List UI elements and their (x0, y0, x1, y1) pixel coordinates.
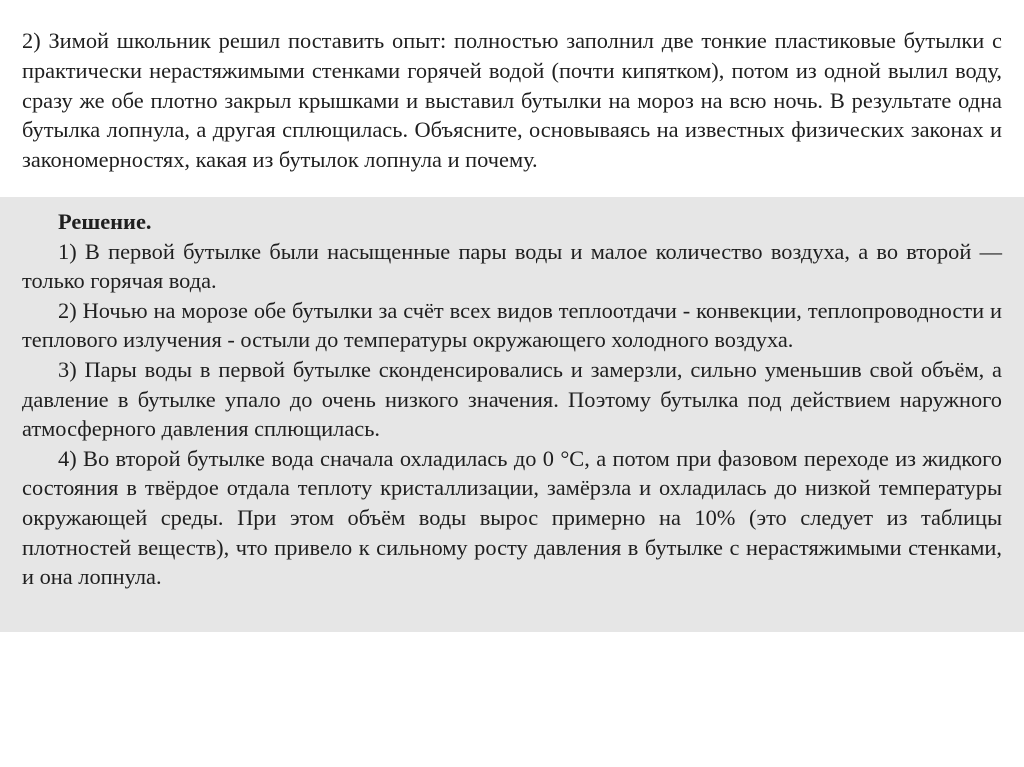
solution-paragraph-3: 3) Пары воды в первой бутылке сконденсировались и замерзли, сильно уменьшив свой объём, а давление в бутылке упало до очень низкого значения. Поэтому бутылка под действием наружного атмосферного давления сплющилась. (22, 356, 1002, 442)
solution-paragraph-1: 1) В первой бутылке были насыщенные пары воды и малое количество воздуха, а во второй — только горячая вода. (22, 238, 1002, 294)
solution-box (0, 197, 1024, 632)
solution-title: Решение. (58, 209, 152, 234)
solution-content (22, 207, 1002, 592)
solution-paragraph-2: 2) Ночью на морозе обе бутылки за счёт всех видов теплоотдачи - конвекции, теплопроводности и теплового излучения - остыли до температуры окружающего холодного воздуха. (22, 297, 1002, 353)
solution-paragraph-4: 4) Во второй бутылке вода сначала охладилась до 0 °С, а потом при фазовом переходе из жидкого состояния в твёрдое отдала теплоту кристаллизации, замёрзла и охладилась до низкой температуры окружающей среды. При этом объём воды вырос примерно на 10% (это следует из таблицы плотностей веществ), что привело к сильному росту давления в бутылке с нерастяжимыми стенками, и она лопнула. (22, 445, 1002, 590)
problem-text: 2) Зимой школьник решил поставить опыт: полностью заполнил две тонкие пластиковые бутылки с практически нерастяжимыми стенками горячей водой (почти кипятком), потом из одной вылил воду, сразу же обе плотно закрыл крышками и выставил бутылки на мороз на всю ночь. В результате одна бутылка лопнула, а другая сплющилась. Объясните, основываясь на известных физических законах и закономерностях, какая из бутылок лопнула и почему. (22, 28, 1002, 172)
